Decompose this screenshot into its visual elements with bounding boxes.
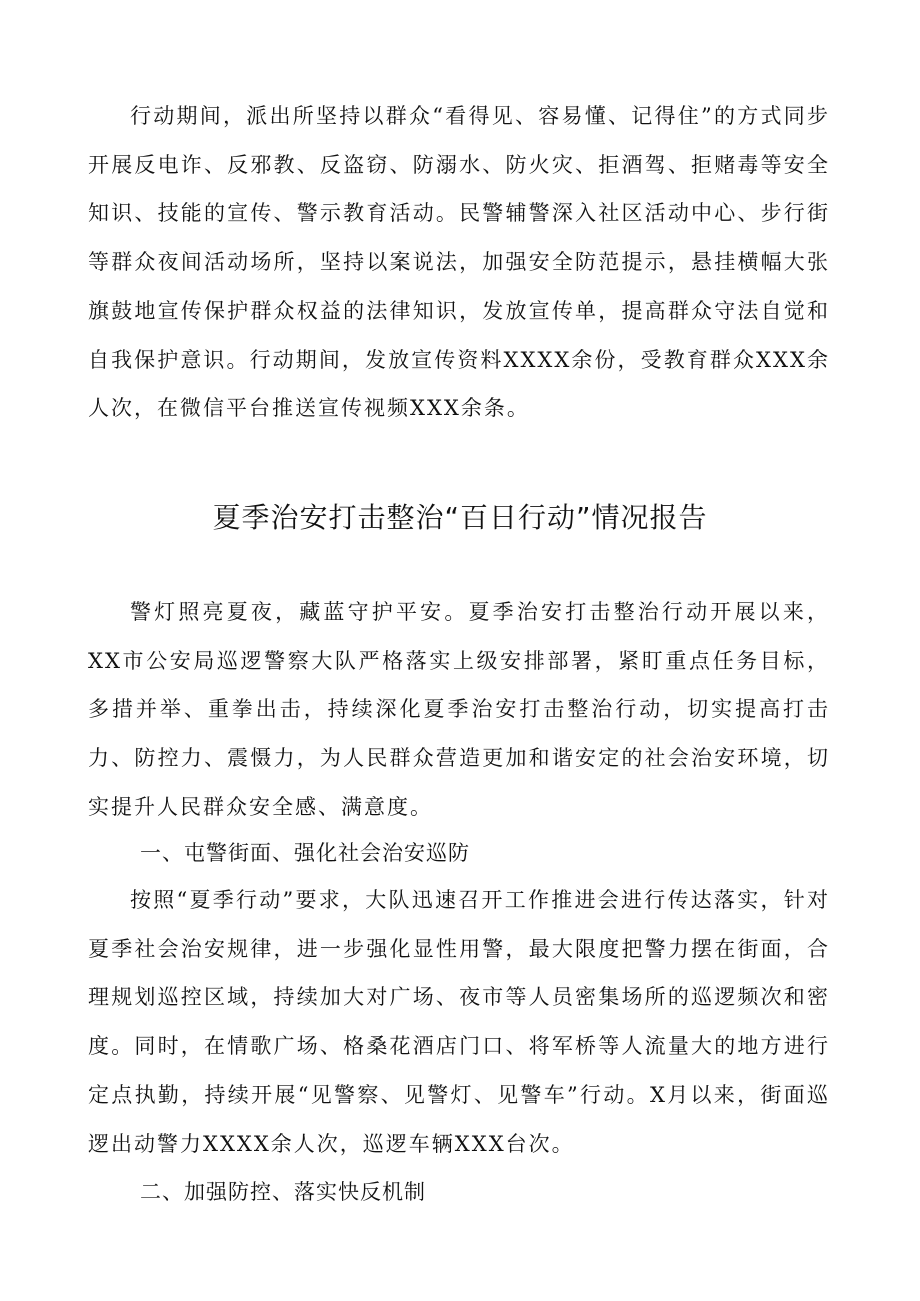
opening-paragraph: 警灯照亮夏夜，藏蓝守护平安。夏季治安打击整治行动开展以来，XX市公安局巡逻警察大队严格落实上级安排部署，紧盯重点任务目标，多措并举、重拳出击，持续深化夏季治安打击整治行动，切实提高打击力、防控力、震慑力，为人民群众营造更加和谐安定的社会治安环境，切实提升人民群众安全感、满意度。 bbox=[88, 600, 830, 819]
section-1-heading: 一、屯警街面、强化社会治安巡防 bbox=[140, 841, 470, 865]
intro-paragraph: 行动期间，派出所坚持以群众“看得见、容易懂、记得住”的方式同步开展反电诈、反邪教、反盗窃、防溺水、防火灾、拒酒驾、拒赌毒等安全知识、技能的宣传、警示教育活动。民警辅警深入社区活动中心、步行街等群众夜间活动场所，坚持以案说法，加强安全防范提示，悬挂横幅大张旗鼓地宣传保护群众权益的法律知识，发放宣传单，提高群众守法自觉和自我保护意识。行动期间，发放宣传资料XXXX余份，受教育群众XXX余人次，在微信平台推送宣传视频XXX余条。 bbox=[88, 104, 830, 421]
section-2-heading: 二、加强防控、落实快反机制 bbox=[140, 1180, 426, 1204]
section-1-paragraph: 按照“夏季行动”要求，大队迅速召开工作推进会进行传达落实，针对夏季社会治安规律，进一步强化显性用警，最大限度把警力摆在街面，合理规划巡控区域，持续加大对广场、夜市等人员密集场所的巡逻频次和密度。同时，在情歌广场、格桑花酒店门口、将军桥等人流量大的地方进行定点执勤，持续开展“见警察、见警灯、见警车”行动。X月以来，街面巡逻出动警力XXXX余人次，巡逻车辆XXX台次。 bbox=[88, 888, 830, 1156]
report-title: 夏季治安打击整治“百日行动”情况报告 bbox=[212, 501, 708, 534]
